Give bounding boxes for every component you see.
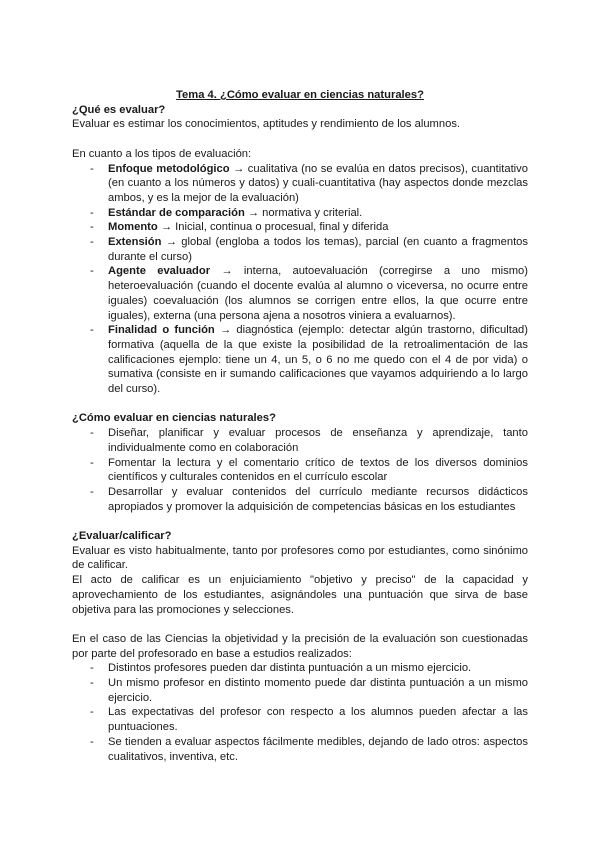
term-description: → cualitativa (no se evalúa en datos precisos), cuantitativo (en cuanto a los números y datos) y cuali-cuantitativa (hay aspectos donde mezclas ambos, y es la mejor de la evaluación)	[108, 162, 528, 204]
list-item	[72, 426, 528, 455]
spacer	[72, 132, 528, 147]
term-label: Agente evaluador	[108, 265, 211, 278]
bullet-dash: -	[90, 485, 94, 498]
list-item	[72, 485, 528, 514]
section-heading-como-evaluar: ¿Cómo evaluar en ciencias naturales?	[72, 412, 276, 425]
list-item-text: Distintos profesores pueden dar distinta puntuación a un mismo ejercicio.	[108, 662, 472, 675]
bullet-dash: -	[90, 706, 94, 719]
list-item	[72, 676, 528, 705]
paragraph: El acto de calificar es un enjuiciamiento "objetivo y preciso" de la capacidad y aprovechamiento de los estudiantes, asignándoles una puntuación que sirva de base objetiva para las promociones y selecciones.	[72, 574, 528, 616]
spacer	[72, 397, 528, 412]
bullet-dash: -	[90, 265, 94, 278]
spacer	[72, 617, 528, 632]
paragraph: Evaluar es visto habitualmente, tanto por profesores como por estudiantes, como sinónimo de calificar.	[72, 544, 528, 572]
objectivity-issues-list	[72, 661, 528, 764]
list-item	[72, 735, 528, 764]
list-item-text: Diseñar, planificar y evaluar procesos de enseñanza y aprendizaje, tanto individualmente como en colaboración	[108, 427, 528, 454]
definition-paragraph: Evaluar es estimar los conocimientos, aptitudes y rendimiento de los alumnos.	[72, 118, 461, 131]
bullet-dash: -	[90, 662, 94, 675]
list-item	[72, 456, 528, 485]
term-label: Estándar de comparación	[108, 206, 245, 219]
list-item-text: Se tienden a evaluar aspectos fácilmente medibles, dejando de lado otros: aspectos cualitativos, inventiva, etc.	[108, 735, 528, 763]
list-item	[72, 235, 528, 264]
document-body	[72, 88, 528, 764]
bullet-dash: -	[90, 236, 94, 249]
bullet-dash: -	[90, 221, 94, 234]
list-item-text: Desarrollar y evaluar contenidos del currículo mediante recursos didácticos apropiados y promover la adquisición de competencias básicas en los estudiantes	[108, 485, 528, 513]
term-description: → interna, autoevaluación (corregirse a uno mismo) heteroevaluación (cuando el docente evalúa al alumno o viceversa, no ocurre entre iguales) coevaluación (los alumnos se corrigen entre ellos, la que ocurre entre iguales), externa (una persona ajena a nosotros viniera a evaluarnos).	[108, 265, 528, 322]
term-description: → normativa y criterial.	[244, 206, 363, 219]
term-description: → diagnóstica (ejemplo: detectar algún trastorno, dificultad) formativa (aquella de la que existe la posibilidad de la retroalimentación de las calificaciones ejemplo: tiene un 4, un 5, o 6 no me quedo con el 4 de por vida) o sumativa (consiste en ir sumando calificaciones que vayamos adquiriendo a lo largo del curso).	[108, 324, 528, 396]
list-item	[72, 206, 528, 221]
bullet-dash: -	[90, 324, 94, 337]
list-item-text: Un mismo profesor en distinto momento puede dar distinta puntuación a un mismo ejercicio.	[108, 677, 528, 704]
bullet-dash: -	[90, 427, 94, 440]
section-heading-que-es-evaluar: ¿Qué es evaluar?	[72, 103, 166, 116]
term-description: → global (engloba a todos los temas), parcial (en cuanto a fragmentos durante el curso)	[108, 236, 528, 263]
list-item-text: Fomentar la lectura y el comentario crítico de textos de los diversos dominios científicos y culturales contenidos en el currículo escolar	[108, 456, 528, 484]
page-title: Tema 4. ¿Cómo evaluar en ciencias naturales?	[176, 89, 424, 101]
term-label: Enfoque metodológico	[108, 162, 230, 175]
types-intro: En cuanto a los tipos de evaluación:	[72, 147, 252, 160]
paragraph: En el caso de las Ciencias la objetividad y la precisión de la evaluación son cuestionadas por parte del profesorado en base a estudios realizados:	[72, 632, 528, 660]
term-label: Momento	[108, 221, 158, 234]
section-heading-evaluar-calificar: ¿Evaluar/calificar?	[72, 530, 172, 543]
list-item	[72, 705, 528, 734]
list-item	[72, 162, 528, 206]
list-item	[72, 220, 528, 235]
bullet-dash: -	[90, 735, 94, 748]
list-item	[72, 264, 528, 323]
evaluation-types-list	[72, 162, 528, 397]
list-item-text: Las expectativas del profesor con respecto a los alumnos pueden afectar a las puntuaciones.	[108, 706, 528, 734]
bullet-dash: -	[90, 206, 94, 219]
term-label: Extensión	[108, 236, 162, 249]
spacer	[72, 514, 528, 529]
list-item	[72, 323, 528, 397]
bullet-dash: -	[90, 162, 94, 175]
term-description: → Inicial, continua o procesual, final y diferida	[157, 221, 389, 234]
term-label: Finalidad o función	[108, 324, 215, 337]
bullet-dash: -	[90, 677, 94, 690]
bullet-dash: -	[90, 456, 94, 469]
como-evaluar-list	[72, 426, 528, 514]
list-item	[72, 661, 528, 676]
